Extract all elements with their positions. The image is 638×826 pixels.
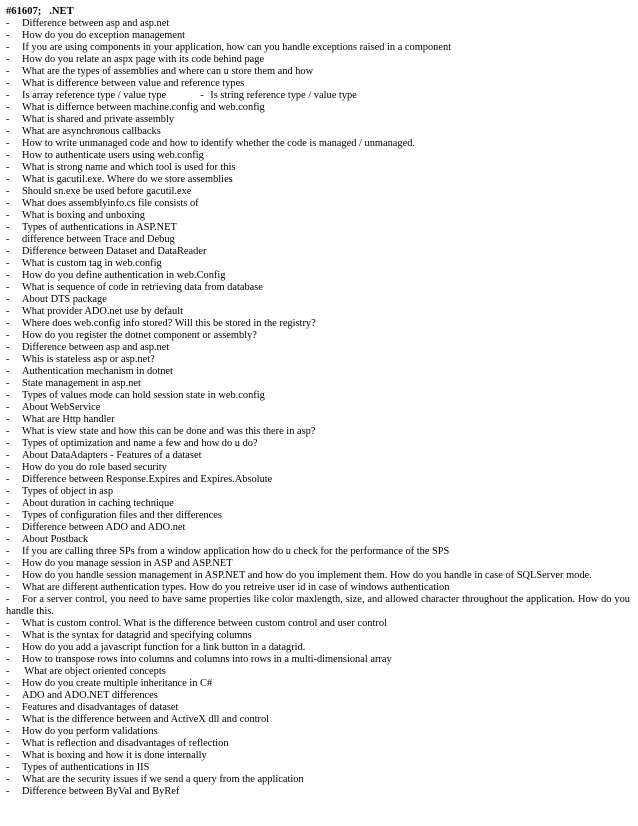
question-item xyxy=(6,306,630,318)
question-text: About DataAdapters - Features of a dataset xyxy=(22,450,202,461)
question-text: What are different authentication types. How do you retreive user id in case of windows authentication xyxy=(22,582,450,593)
bullet-dash: - xyxy=(6,438,10,449)
question-item xyxy=(6,282,630,294)
question-item xyxy=(6,246,630,258)
question-item xyxy=(6,126,630,138)
question-text: How to transpose rows into columns and columns into rows in a multi-dimensional array xyxy=(22,654,392,665)
question-text: How to write unmanaged code and how to identify whether the code is managed / unmanaged. xyxy=(22,138,415,149)
question-item xyxy=(6,438,630,450)
question-item xyxy=(6,546,630,558)
question-item xyxy=(6,666,630,678)
question-text: Authentication mechanism in dotnet xyxy=(22,366,173,377)
question-item xyxy=(6,630,630,642)
bullet-dash: - xyxy=(6,510,10,521)
question-text: About duration in caching technique xyxy=(22,498,174,509)
bullet-dash: - xyxy=(6,78,10,89)
bullet-dash: - xyxy=(6,558,10,569)
bullet-dash: - xyxy=(6,258,10,269)
bullet-dash: - xyxy=(6,366,10,377)
bullet-dash: - xyxy=(6,234,10,245)
question-text: About WebService xyxy=(22,402,101,413)
bullet-dash: - xyxy=(6,690,10,701)
bullet-dash: - xyxy=(6,570,10,581)
question-text: Types of optimization and name a few and how do u do? xyxy=(22,438,258,449)
question-text: If you are using components in your application, how can you handle exceptions raised in a component xyxy=(22,42,452,53)
question-text: What are asynchronous callbacks xyxy=(22,126,161,137)
question-text: How do you relate an aspx page with its code behind page xyxy=(22,54,265,65)
question-item xyxy=(6,642,630,654)
bullet-dash: - xyxy=(6,714,10,725)
bullet-dash: - xyxy=(6,174,10,185)
question-item xyxy=(6,30,630,42)
question-item xyxy=(6,390,630,402)
bullet-dash: - xyxy=(6,594,10,605)
bullet-dash: - xyxy=(6,306,10,317)
question-text: What is gacutil.exe. Where do we store assemblies xyxy=(22,174,233,185)
question-text: What is sequence of code in retrieving data from database xyxy=(22,282,263,293)
question-text: How do you add a javascript function for a link button in a datagrid. xyxy=(22,642,306,653)
question-text: How do you create multiple inheritance in C# xyxy=(22,678,213,689)
bullet-dash: - xyxy=(6,726,10,737)
question-item xyxy=(6,234,630,246)
bullet-dash: - xyxy=(6,114,10,125)
question-item xyxy=(6,702,630,714)
question-item xyxy=(6,378,630,390)
question-text: What is the syntax for datagrid and specifying columns xyxy=(22,630,252,641)
question-text: What is custom control. What is the difference between custom control and user control xyxy=(22,618,387,629)
question-text: Whis is stateless asp or asp.net? xyxy=(22,354,155,365)
question-text: How do you define authentication in web.Config xyxy=(22,270,226,281)
question-text: How do you handle session management in ASP.NET and how do you implement them. How do you handle in case of SQLServer mode. xyxy=(22,570,592,581)
question-text: What is view state and how this can be done and was this there in asp? xyxy=(22,426,316,437)
question-text: Types of object in asp xyxy=(22,486,114,497)
bullet-dash: - xyxy=(6,126,10,137)
question-item xyxy=(6,138,630,150)
question-list xyxy=(6,18,630,798)
question-item xyxy=(6,90,630,102)
question-item xyxy=(6,66,630,78)
question-text: How do you do role based security xyxy=(22,462,167,473)
question-text: What is differnce between machine.config and web.config xyxy=(22,102,265,113)
bullet-dash: - xyxy=(6,294,10,305)
question-item xyxy=(6,114,630,126)
bullet-dash: - xyxy=(6,342,10,353)
question-text: What is strong name and which tool is used for this xyxy=(22,162,236,173)
question-text: What is custom tag in web.config xyxy=(22,258,162,269)
question-text: ADO and ADO.NET differences xyxy=(22,690,158,701)
bullet-dash: - xyxy=(6,186,10,197)
bullet-dash: - xyxy=(6,210,10,221)
question-item xyxy=(6,222,630,234)
bullet-dash: - xyxy=(6,450,10,461)
question-item xyxy=(6,354,630,366)
bullet-dash: - xyxy=(6,282,10,293)
bullet-dash: - xyxy=(6,786,10,797)
bullet-dash: - xyxy=(200,90,204,101)
bullet-dash: - xyxy=(6,354,10,365)
question-item xyxy=(6,318,630,330)
question-text: What is shared and private assembly xyxy=(22,114,175,125)
question-text: State management in asp.net xyxy=(22,378,141,389)
question-text: If you are calling three SPs from a window application how do u check for the performance of the SPS xyxy=(22,546,450,557)
question-text: Types of values mode can hold session state in web.config xyxy=(22,390,265,401)
bullet-dash: - xyxy=(6,546,10,557)
question-text: What is boxing and how it is done internally xyxy=(22,750,207,761)
question-text: Difference between Response.Expires and Expires.Absolute xyxy=(22,474,273,485)
bullet-dash: - xyxy=(6,534,10,545)
question-item xyxy=(6,18,630,30)
question-text: Difference between Dataset and DataReader xyxy=(22,246,207,257)
question-text: Types of authentications in ASP.NET xyxy=(22,222,177,233)
question-text: Difference between asp and asp.net xyxy=(22,342,170,353)
bullet-dash: - xyxy=(6,402,10,413)
question-item xyxy=(6,102,630,114)
question-text: Types of authentications in IIS xyxy=(22,762,150,773)
question-text: Is array reference type / value type xyxy=(22,90,167,101)
question-text: About DTS package xyxy=(22,294,107,305)
question-item xyxy=(6,678,630,690)
question-text: Difference between ADO and ADO.net xyxy=(22,522,186,533)
question-item xyxy=(6,714,630,726)
bullet-dash: - xyxy=(6,774,10,785)
bullet-dash: - xyxy=(6,654,10,665)
question-text: Should sn.exe be used before gacutil.exe xyxy=(22,186,192,197)
bullet-dash: - xyxy=(6,702,10,713)
bullet-dash: - xyxy=(6,738,10,749)
bullet-dash: - xyxy=(6,498,10,509)
bullet-dash: - xyxy=(6,270,10,281)
document-heading: #61607; .NET xyxy=(6,6,74,17)
question-text: What are the types of assemblies and where can u store them and how xyxy=(22,66,314,77)
question-item xyxy=(6,654,630,666)
bullet-dash: - xyxy=(6,618,10,629)
bullet-dash: - xyxy=(6,762,10,773)
question-text: About Postback xyxy=(22,534,89,545)
bullet-dash: - xyxy=(6,642,10,653)
bullet-dash: - xyxy=(6,66,10,77)
question-text: What is difference between value and reference types xyxy=(22,78,245,89)
question-item xyxy=(6,174,630,186)
bullet-dash: - xyxy=(6,378,10,389)
question-item xyxy=(6,534,630,546)
bullet-dash: - xyxy=(6,90,10,101)
question-text: difference between Trace and Debug xyxy=(22,234,175,245)
bullet-dash: - xyxy=(6,474,10,485)
question-text: For a server control, you need to have same properties like color maxlength, size, and allowed character throughout the application. How do you handle this. xyxy=(6,594,630,617)
question-item xyxy=(6,690,630,702)
question-item xyxy=(6,78,630,90)
question-item xyxy=(6,150,630,162)
bullet-dash: - xyxy=(6,630,10,641)
question-item xyxy=(6,726,630,738)
question-text: How do you manage session in ASP and ASP.NET xyxy=(22,558,233,569)
question-item xyxy=(6,498,630,510)
bullet-dash: - xyxy=(6,318,10,329)
question-text: What are object oriented concepts xyxy=(22,666,166,677)
bullet-dash: - xyxy=(6,486,10,497)
question-item xyxy=(6,366,630,378)
bullet-dash: - xyxy=(6,522,10,533)
bullet-dash: - xyxy=(6,426,10,437)
question-item xyxy=(6,618,630,630)
question-item xyxy=(6,186,630,198)
question-extra-text: Is string reference type / value type xyxy=(210,90,357,101)
question-item xyxy=(6,162,630,174)
question-item xyxy=(6,42,630,54)
question-item xyxy=(6,774,630,786)
question-item xyxy=(6,426,630,438)
question-item xyxy=(6,330,630,342)
question-item xyxy=(6,762,630,774)
question-text: What are the security issues if we send a query from the application xyxy=(22,774,304,785)
question-item xyxy=(6,582,630,594)
bullet-dash: - xyxy=(6,750,10,761)
bullet-dash: - xyxy=(6,18,10,29)
bullet-dash: - xyxy=(6,42,10,53)
question-extra xyxy=(200,90,357,102)
question-text: Difference between asp and asp.net xyxy=(22,18,170,29)
question-item xyxy=(6,342,630,354)
question-item xyxy=(6,414,630,426)
question-item xyxy=(6,510,630,522)
bullet-dash: - xyxy=(6,102,10,113)
question-item xyxy=(6,522,630,534)
question-text: What does assemblyinfo.cs file consists of xyxy=(22,198,199,209)
question-text: What is the difference between and ActiveX dll and control xyxy=(22,714,270,725)
question-item xyxy=(6,570,630,582)
question-item xyxy=(6,258,630,270)
question-text: How do you perform validations xyxy=(22,726,158,737)
question-text: Where does web.config info stored? Will this be stored in the registry? xyxy=(22,318,316,329)
question-item xyxy=(6,486,630,498)
bullet-dash: - xyxy=(6,138,10,149)
bullet-dash: - xyxy=(6,246,10,257)
bullet-dash: - xyxy=(6,678,10,689)
question-item xyxy=(6,750,630,762)
bullet-dash: - xyxy=(6,390,10,401)
bullet-dash: - xyxy=(6,330,10,341)
question-item xyxy=(6,270,630,282)
bullet-dash: - xyxy=(6,30,10,41)
question-item xyxy=(6,54,630,66)
question-item xyxy=(6,558,630,570)
question-item xyxy=(6,198,630,210)
bullet-dash: - xyxy=(6,666,10,677)
question-text: What provider ADO.net use by default xyxy=(22,306,184,317)
question-item xyxy=(6,210,630,222)
bullet-dash: - xyxy=(6,150,10,161)
question-text: Difference between ByVal and ByRef xyxy=(22,786,180,797)
bullet-dash: - xyxy=(6,462,10,473)
question-item xyxy=(6,462,630,474)
bullet-dash: - xyxy=(6,54,10,65)
question-item xyxy=(6,474,630,486)
bullet-dash: - xyxy=(6,222,10,233)
question-item xyxy=(6,738,630,750)
question-item xyxy=(6,402,630,414)
bullet-dash: - xyxy=(6,162,10,173)
question-item xyxy=(6,786,630,798)
bullet-dash: - xyxy=(6,582,10,593)
question-item xyxy=(6,450,630,462)
question-text: What is boxing and unboxing xyxy=(22,210,145,221)
bullet-dash: - xyxy=(6,414,10,425)
bullet-dash: - xyxy=(6,198,10,209)
question-text: What is reflection and disadvantages of reflection xyxy=(22,738,229,749)
question-text: How to authenticate users using web.config xyxy=(22,150,204,161)
question-text: What are Http handler xyxy=(22,414,115,425)
question-text: How do you do exception management xyxy=(22,30,186,41)
question-text: Features and disadvantages of dataset xyxy=(22,702,179,713)
question-item xyxy=(6,594,630,618)
question-text: Types of configuration files and ther differences xyxy=(22,510,222,521)
question-text: How do you register the dotnet component or assembly? xyxy=(22,330,257,341)
question-item xyxy=(6,294,630,306)
